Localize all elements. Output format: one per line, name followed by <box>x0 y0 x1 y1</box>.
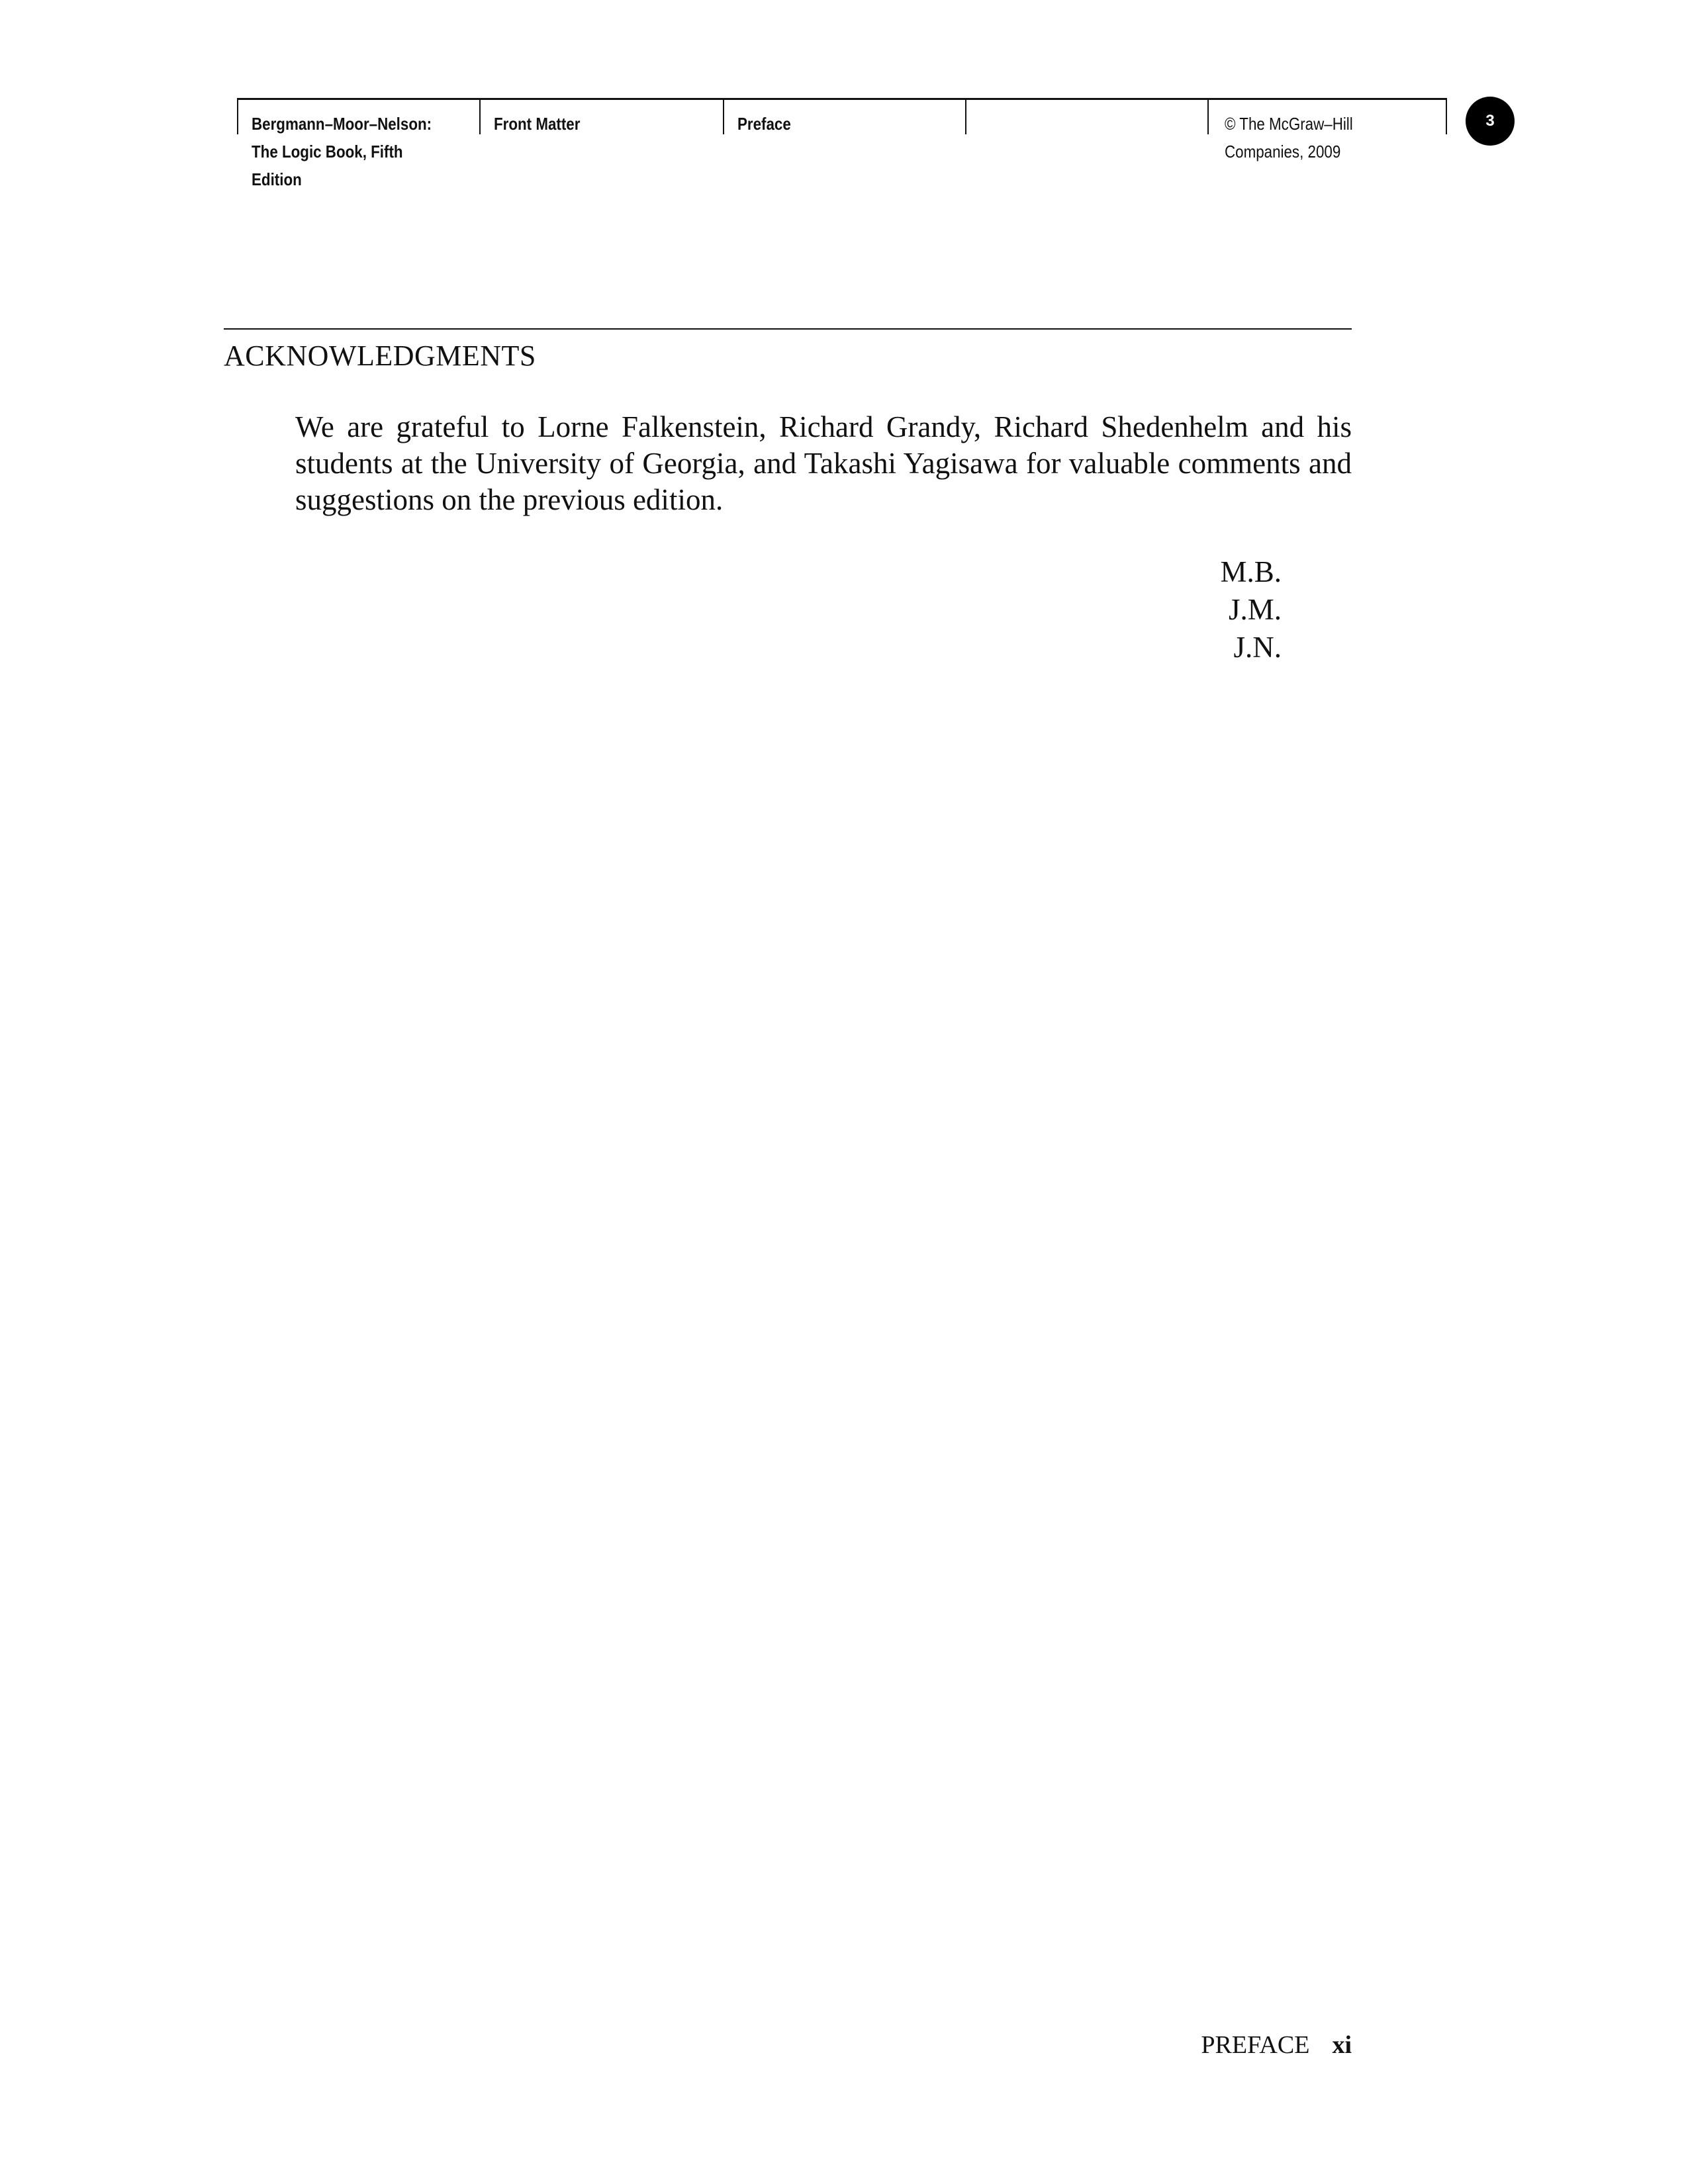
page-number-badge: 3 <box>1466 97 1515 146</box>
header-book-line-2: The Logic Book, Fifth <box>252 142 403 161</box>
signature-initials: J.N. <box>1233 631 1282 664</box>
header-part-label <box>494 110 580 138</box>
header-part-line: Front Matter <box>494 114 581 134</box>
header-book-line-1: Bergmann–Moor–Nelson: <box>252 114 432 134</box>
header-chapter-label <box>737 110 791 138</box>
signature-initials: J.M. <box>1228 593 1282 626</box>
signature-block <box>1165 553 1282 666</box>
page-footer <box>1033 2030 1352 2060</box>
header-chapter-line: Preface <box>737 114 791 134</box>
header-copyright <box>1225 110 1353 165</box>
header-book-title <box>252 110 432 193</box>
signature-initials: M.B. <box>1220 555 1282 588</box>
header-book-line-3: Edition <box>252 169 302 189</box>
section-heading: ACKNOWLEDGMENTS <box>224 340 536 372</box>
header-cell-empty <box>965 100 1209 134</box>
header-copyright-line-1: © The McGraw–Hill <box>1225 114 1353 134</box>
section-rule <box>224 328 1352 330</box>
header-copyright-line-2: Companies, 2009 <box>1225 142 1341 161</box>
footer-page-number: xi <box>1332 2031 1352 2059</box>
acknowledgments-paragraph: We are grateful to Lorne Falkenstein, Richard Grandy, Richard Shedenhelm and his students at the University of Georgia, and Takashi Yagisawa for valuable comments and suggestions on the previous edition. <box>295 410 1352 516</box>
footer-label: PREFACE <box>1201 2031 1310 2059</box>
